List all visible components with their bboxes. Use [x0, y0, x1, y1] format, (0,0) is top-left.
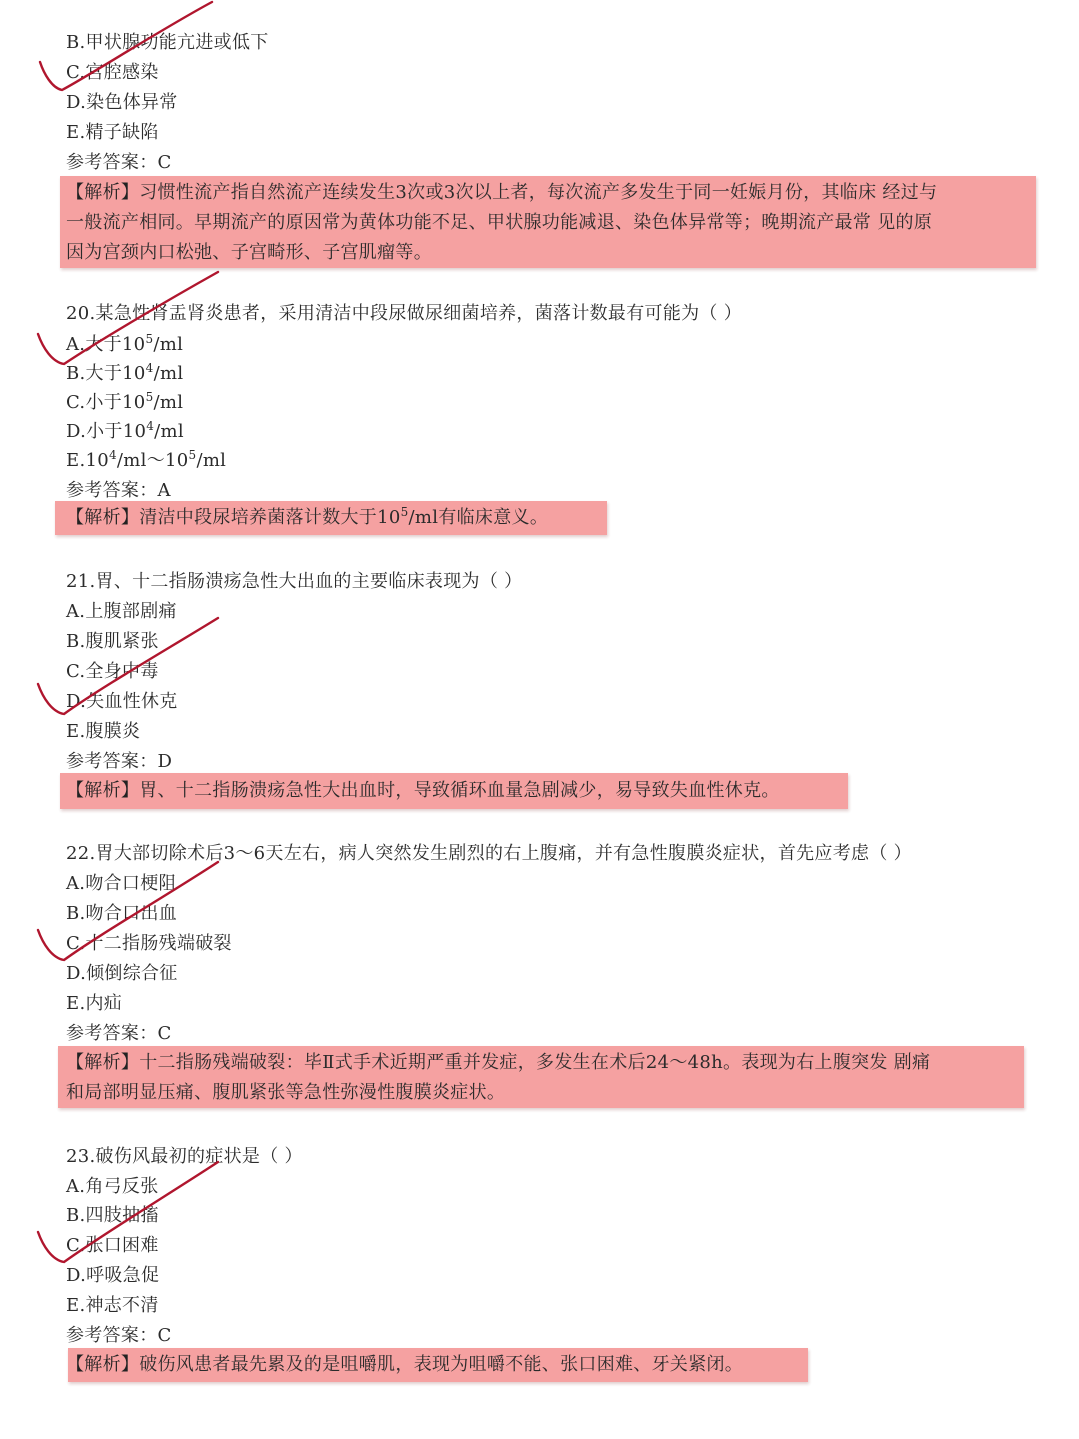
q20-option-c: C.小于$10^5/ml$ [66, 390, 184, 413]
q19-option-d: D.染色体异常 [66, 92, 178, 113]
analysis-tag: 【解析】 [66, 1354, 140, 1375]
q21-option-a: A.上腹部剧痛 [66, 601, 177, 622]
q23-option-e: E.神志不清 [66, 1295, 159, 1316]
q20-answer: 参考答案：A [66, 480, 171, 501]
q22-option-c: C.十二指肠残端破裂 [66, 933, 232, 954]
q20-analysis: 【解析】清洁中段尿培养菌落计数大于$10^5/ml$有临床意义。 [66, 505, 549, 528]
q22-answer: 参考答案：C [66, 1023, 172, 1044]
analysis-tag: 【解析】 [66, 1052, 140, 1073]
q21-analysis [66, 776, 780, 806]
q23-option-b: B.四肢抽搐 [66, 1205, 159, 1226]
q22-option-d: D.倾倒综合征 [66, 963, 178, 984]
q21-option-c: C.全身中毒 [66, 661, 159, 682]
q22-analysis [66, 1048, 930, 1108]
q21-answer: 参考答案：D [66, 751, 173, 772]
q19-analysis-line2: 一般流产相同。早期流产的原因常为黄体功能不足、甲状腺功能减退、染色体异常等；晚期流产最常 见的原 [66, 212, 933, 233]
q23-answer: 参考答案：C [66, 1325, 172, 1346]
analysis-tag: 【解析】 [66, 507, 140, 528]
q23-analysis [66, 1350, 743, 1380]
q22-analysis-line2: 和局部明显压痛、腹肌紧张等急性弥漫性腹膜炎症状。 [66, 1082, 506, 1103]
q20-option-e: $E.10^4/ml\sim 10^5/ml$ [66, 448, 227, 471]
q21-analysis-text: 胃、十二指肠溃疡急性大出血时，导致循环血量急剧减少，易导致失血性休克。 [139, 780, 780, 801]
q21-option-d: D.失血性休克 [66, 691, 178, 712]
q22-option-a: A.吻合口梗阻 [66, 873, 177, 894]
q22-analysis-text1: 十二指肠残端破裂：毕Ⅱ式手术近期严重并发症，多发生在术后24～48h。表现为右上腹突发 剧痛 [139, 1052, 931, 1073]
q22-option-b: B.吻合口出血 [66, 903, 178, 924]
q22-stem: 22.胃大部切除术后3～6天左右，病人突然发生剧烈的右上腹痛，并有急性腹膜炎症状，首先应考虑（ ） [66, 843, 912, 864]
analysis-tag: 【解析】 [66, 182, 140, 203]
q23-analysis-text: 破伤风患者最先累及的是咀嚼肌，表现为咀嚼不能、张口困难、牙关紧闭。 [139, 1354, 744, 1375]
q19-analysis-text1: 习惯性流产指自然流产连续发生3次或3次以上者，每次流产多发生于同一妊娠月份，其临床 经过与 [139, 182, 938, 203]
q20-stem: 20.某急性肾盂肾炎患者，采用清洁中段尿做尿细菌培养，菌落计数最有可能为（ ） [66, 303, 743, 324]
q19-option-b: B.甲状腺功能亢进或低下 [66, 32, 269, 53]
q21-option-b: B.腹肌紧张 [66, 631, 159, 652]
q19-analysis-line1 [66, 178, 937, 208]
q22-option-e: E.内疝 [66, 993, 123, 1014]
q20-option-d: D.小于$10^4/ml$ [66, 419, 184, 442]
q21-option-e: E.腹膜炎 [66, 721, 141, 742]
q19-analysis-line3: 因为宫颈内口松弛、子宫畸形、子宫肌瘤等。 [66, 242, 432, 263]
q20-option-b: B.大于$10^4/ml$ [66, 361, 184, 384]
q23-option-d: D.呼吸急促 [66, 1265, 160, 1286]
q23-option-c: C.张口困难 [66, 1235, 159, 1256]
q20-option-a: A.大于$10^5/ml$ [66, 332, 184, 355]
q19-option-c: C.宫腔感染 [66, 62, 159, 83]
q19-analysis [66, 178, 937, 268]
q19-answer: 参考答案：C [66, 152, 172, 173]
q22-analysis-line1 [66, 1048, 930, 1078]
analysis-tag: 【解析】 [66, 780, 140, 801]
q21-stem: 21.胃、十二指肠溃疡急性大出血的主要临床表现为（ ） [66, 571, 523, 592]
q23-option-a: A.角弓反张 [66, 1176, 159, 1197]
q23-stem: 23.破伤风最初的症状是（ ） [66, 1146, 303, 1167]
q19-option-e: E.精子缺陷 [66, 122, 159, 143]
